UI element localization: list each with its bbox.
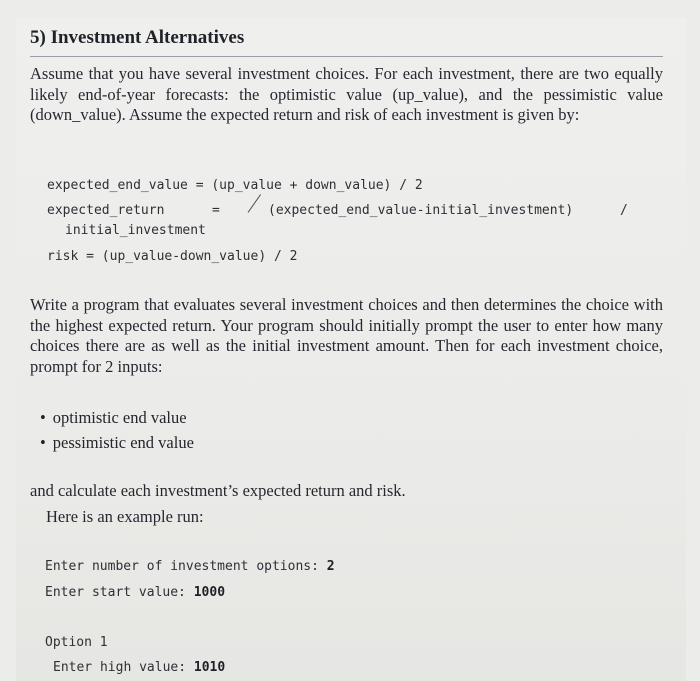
- list-item: • optimistic end value: [40, 405, 194, 430]
- formula-equals-sign: =: [212, 203, 220, 218]
- run-line-number-of-options: Enter number of investment options: 2: [45, 559, 335, 574]
- formula-division-sign: /: [620, 203, 628, 218]
- title-divider: [30, 56, 663, 57]
- run-line-start-value: Enter start value: 1000: [45, 585, 226, 600]
- task-paragraph: Write a program that evaluates several investment choices and then determines the choice with the highest expected return. Your program should initially prompt the user to enter how many choices there are as well as the initial investment amount. Then for each investment choice, prompt for 2 inputs:: [30, 295, 663, 376]
- formula-risk: risk = (up_value-down_value) / 2: [47, 249, 298, 264]
- section-title: 5) Investment Alternatives: [30, 27, 245, 48]
- formula-expected-return-numerator: (expected_end_value-initial_investment): [268, 203, 574, 218]
- list-item: • pessimistic end value: [40, 430, 194, 455]
- example-run-label: Here is an example run:: [46, 507, 204, 526]
- intro-paragraph: Assume that you have several investment choices. For each investment, there are two equally likely end-of-year forecasts: the optimistic value (up_value), and the pessimistic value (down_value). Assume the expected return and risk of each investment is given by:: [30, 64, 663, 124]
- run-line-high-value: Enter high value: 1010: [53, 660, 226, 675]
- calc-sentence: and calculate each investment’s expected return and risk.: [30, 481, 406, 500]
- formula-expected-end-value: expected_end_value = (up_value + down_value) / 2: [47, 178, 423, 193]
- formula-expected-return-label: expected_return: [47, 203, 165, 218]
- run-line-option-heading: Option 1: [45, 635, 108, 650]
- input-list: [40, 405, 194, 455]
- formula-expected-return-denominator: initial_investment: [65, 223, 206, 238]
